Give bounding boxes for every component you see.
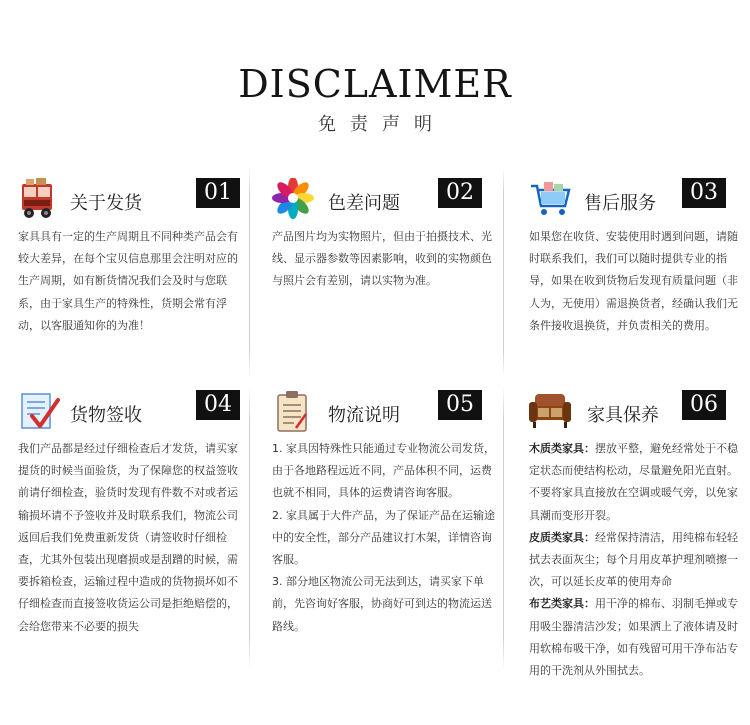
care-item — [529, 597, 738, 677]
logistics-paragraph: 2. 家具属于大件产品，为了保证产品在运输途中的安全性，部分产品建议打木架，详情咨询客服。 — [272, 508, 495, 567]
section-text: 家具具有一定的生产周期且不同种类产品会有较大差异，在每个宝贝信息那里会注明对应的生产周期，如有断货情况我们会及时与您联系，由于家具生产的特殊性，货期会常有浮动，以客服通知你的为准！ — [18, 230, 238, 332]
divider-line — [249, 168, 250, 376]
divider-line — [503, 168, 504, 376]
clipboard-icon — [272, 390, 314, 434]
section-heading: 货物签收 — [70, 405, 142, 426]
section-text — [272, 438, 502, 638]
care-label: 皮质类家具： — [529, 530, 595, 544]
divider-line — [249, 386, 250, 670]
color-wheel-icon — [272, 178, 314, 222]
logistics-paragraph: 3. 部分地区物流公司无法到达，请买家下单前，先咨询好客服，协商好可到达的物流运送路线。 — [272, 575, 492, 633]
section-text — [529, 438, 741, 682]
care-text: 摆放平整，避免经常处于不稳定状态而使结构松动，尽量避免阳光直射。不要将家具直接放在空调或暖气旁，以免家具潮而变形开裂。 — [529, 442, 738, 522]
section-text: 我们产品都是经过仔细检查后才发货，请买家提货的时候当面验货，为了保障您的权益签收前请仔细检查，验货时发现有件数不对或者运输损坏请不予签收并及时联系我们，物流公司返回后我们免费重新发货（请签收时仔细检查，尤其外包装出现磨损或是刮蹭的时候，需要拆箱检查，运输过程中造成的货物损坏如不仔细检查而直接签收货运公司是拒绝赔偿的，会给您带来不必要的损失 — [18, 442, 238, 633]
section-heading: 色差问题 — [328, 193, 400, 214]
care-label: 布艺类家具： — [529, 597, 595, 611]
care-text: 经常保持清洁，用纯棉布轻轻拭去表面灰尘；每个月用皮革护理剂喷擦一次，可以延长皮革的使用寿命 — [529, 530, 738, 589]
care-label: 木质类家具： — [529, 442, 595, 455]
section-number: 06 — [682, 390, 726, 420]
section-number: 05 — [438, 390, 482, 420]
page-subtitle: 免责声明 — [318, 114, 446, 135]
sofa-icon — [529, 390, 571, 434]
section-number: 01 — [196, 178, 240, 208]
checklist-icon — [18, 390, 60, 434]
section-heading: 关于发货 — [70, 193, 142, 214]
section-heading: 售后服务 — [584, 193, 656, 214]
section-heading: 物流说明 — [328, 405, 400, 426]
logistics-paragraph: 1. 家具因特殊性只能通过专业物流公司发货，由于各地路程远近不同，产品体积不同，运费也就不相同，具体的运费请咨询客服。 — [272, 442, 495, 500]
care-item — [529, 531, 738, 588]
shopping-cart-icon — [529, 178, 571, 222]
page-title: DISCLAIMER — [238, 62, 512, 106]
section-number: 02 — [438, 178, 482, 208]
care-item — [529, 442, 738, 522]
section-text: 产品图片均为实物照片，但由于拍摄技术、光线、显示器参数等因素影响，收到的实物颜色与照片会有差别，请以实物为准。 — [272, 230, 492, 288]
care-text: 用干净的棉布、羽制毛掸或专用吸尘器清洁沙发；如果洒上了液体请及时用软棉布吸干净，如有残留可用干净布沾专用的干洗剂从外围拭去。 — [529, 597, 738, 678]
section-heading: 家具保养 — [587, 405, 659, 426]
truck-icon — [18, 178, 60, 222]
section-number: 04 — [196, 390, 240, 420]
divider-line — [503, 386, 504, 670]
section-number: 03 — [682, 178, 726, 208]
section-text: 如果您在收货、安装使用时遇到问题，请随时联系我们，我们可以随时提供专业的指导，如果在收到货物后发现有质量问题（非人为，无使用）需退换货者，经确认我们无条件接收退换货，并负责相关的费用。 — [529, 230, 738, 332]
